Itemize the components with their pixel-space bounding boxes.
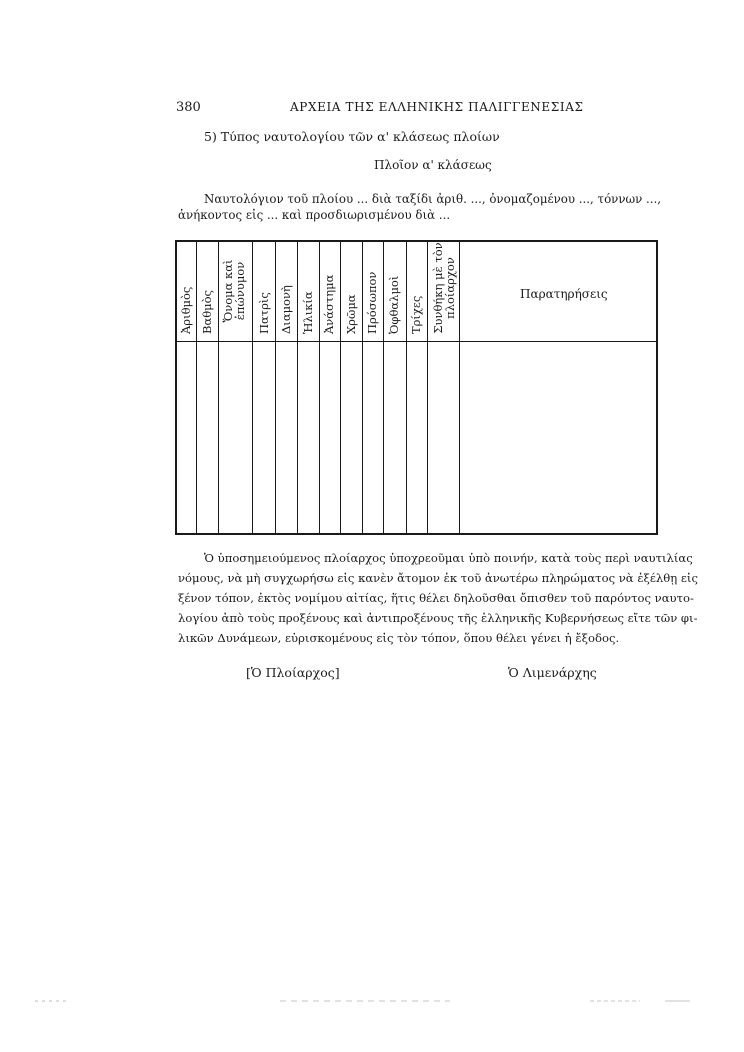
declaration-line: νόμους, νὰ μὴ συγχωρήσω εἰς κανὲν ἄτομον ἐκ τοῦ ἀνωτέρω πληρώματος νὰ ἐξέλθῃ εἰς [178,571,698,585]
column-rule [427,240,428,535]
column-rule [383,240,384,535]
declaration-line: λικῶν Δυνάμεων, εὑρισκομένους εἰς τὸν τόπον, ὅπου θέλει γένει ἡ ἔξοδος. [178,631,620,645]
section-heading: 5) Τύπος ναυτολογίου τῶν α' κλάσεως πλοίων [204,129,500,144]
column-header-rank: Βαθμὸς [200,290,214,334]
column-header-full-name: Ὄνομα καὶ ἐπώνυμον [221,259,247,323]
column-header-residence: Διαμονὴ [279,285,293,334]
column-header-homeland: Πατρὶς [257,292,271,334]
intro-line: ἀνήκοντος εἰς ... καὶ προσδιωρισμένου διὰ ... [178,208,451,222]
intro-line: Ναυτολόγιον τοῦ πλοίου ... διὰ ταξίδι ἀριθ. ..., ὀνομαζομένου ..., τόννων ..., [204,192,662,206]
column-header-face: Πρόσωπον [365,271,379,334]
column-header-agreement: Συνθήκη μὲ τὸν πλοίαρχον [431,242,457,334]
column-header-height: Ἀνάστημα [322,274,336,334]
declaration-line: ξένον τόπον, ἐκτὸς νομίμου αἰτίας, ἥτις θέλει δηλοῦσθαι ὄπισθεν τοῦ παρόντος ναυτο- [178,591,694,605]
table-right-rule [656,240,658,535]
column-header-age: Ἡλικία [301,291,315,334]
column-rule [340,240,341,535]
captain-signature-label: [Ὁ Πλοίαρχος] [246,665,340,680]
table-top-rule [175,240,658,242]
declaration-line: Ὁ ὑποσημειούμενος πλοίαρχος ὑποχρεοῦμαι ὑπὸ ποινήν, κατὰ τοὺς περὶ ναυτιλίας [204,551,693,565]
column-rule [275,240,276,535]
table-bottom-rule [175,533,658,535]
running-title: ΑΡΧΕΙΑ ΤΗΣ ΕΛΛΗΝΙΚΗΣ ΠΑΛΙΓΓΕΝΕΣΙΑΣ [290,100,584,114]
column-rule [297,240,298,535]
form-subtitle: Πλοῖον α' κλάσεως [374,158,492,172]
column-rule [459,240,460,535]
column-rule [196,240,197,535]
table-header-rule [175,341,658,342]
page-number: 380 [176,100,201,115]
scan-specks [30,1000,720,1003]
table-left-rule [175,240,177,535]
harbour-master-signature-label: Ὁ Λιμενάρχης [508,665,597,680]
column-header-number: Ἀριθμὸς [179,286,193,334]
column-rule [252,240,253,535]
column-header-eyes: Ὀφθαλμοὶ [387,275,401,334]
column-rule [406,240,407,535]
column-header-hair: Τρίχες [409,295,423,334]
column-rule [362,240,363,535]
column-rule [319,240,320,535]
column-header-complexion: Χρῶμα [344,294,358,334]
column-rule [218,240,219,535]
column-header-remarks: Παρατηρήσεις [520,287,608,301]
declaration-line: λογίου ἀπὸ τοὺς προξένους καὶ ἀντιπροξένους τῆς ἑλληνικῆς Κυβερνήσεως εἴτε τῶν φι- [178,611,698,625]
